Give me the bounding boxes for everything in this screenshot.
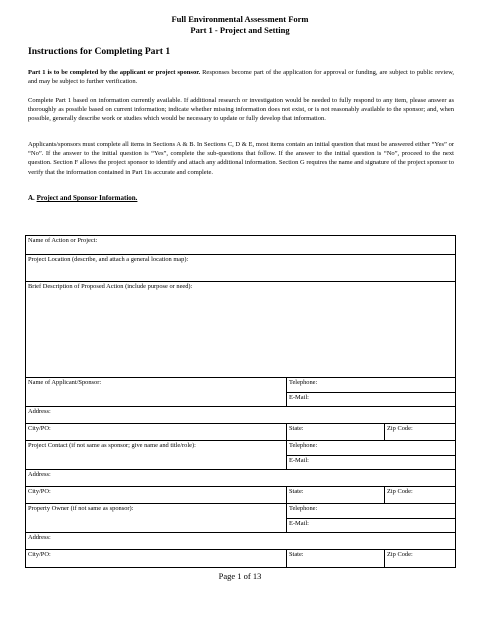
project-location-field[interactable]: Project Location (describe, and attach a general location map): [28,256,189,263]
applicant-row [26,378,455,407]
property-owner-state-field[interactable]: State: [286,550,384,567]
instructions-paragraph-3: Applicants/sponsors must complete all items in Sections A & B. In Sections C, D & E, most items contain an initial question that must be answered either “Yes” or “No”. If the answer to the initial question is “Yes”, complete the sub-questions that follow. If the answer to the initial question is “No”, proceed to the next question. Section F allows the project sponsor to identify and attach any additional information. Section G requires the name and signature of the project sponsor to verify that the information contained in Part 1is accurate and complete. [28,141,454,176]
property-owner-field[interactable]: Property Owner (if not same as sponsor): [28,505,134,512]
applicant-address-row [26,407,455,424]
project-contact-info-cell [286,441,455,469]
project-contact-address-row [26,470,455,487]
project-contact-zip-field[interactable]: Zip Code: [384,487,455,503]
applicant-email-field[interactable]: E-Mail: [287,392,455,406]
section-a-heading [28,194,137,202]
page-number: Page 1 of 13 [218,571,262,581]
project-contact-state-field[interactable]: State: [286,487,384,503]
brief-description-row [26,282,455,378]
form-title: Full Environmental Assessment Form [171,14,309,24]
section-a-prefix: A. [28,194,37,202]
section-a-label: Project and Sponsor Information. [36,194,138,202]
instructions-heading: Instructions for Completing Part 1 [28,46,171,57]
property-owner-info-cell [286,504,455,532]
applicant-address-field[interactable]: Address: [28,408,51,415]
project-contact-email-field[interactable]: E-Mail: [287,455,455,469]
property-owner-email-field[interactable]: E-Mail: [287,518,455,532]
form-subtitle: Part 1 - Project and Setting [190,25,290,35]
instructions-paragraph-2: Complete Part 1 based on information currently available. If additional research or investigation would be needed to fully respond to any item, please answer as thoroughly as possible based on current information; indicate whether missing information does not exist, or is not reasonably available to the sponsor; and, when possible, generally describe work or studies which would be necessary to update or fully develop that information. [28,97,454,123]
property-owner-city-field[interactable]: City/PO: [28,551,51,558]
project-contact-row [26,441,455,470]
applicant-city-row [26,424,455,441]
project-sponsor-form [25,235,456,568]
applicant-city-field[interactable]: City/PO: [28,425,51,432]
property-owner-address-row [26,533,455,550]
applicant-telephone-field[interactable]: Telephone: [289,379,318,386]
project-contact-city-field[interactable]: City/PO: [28,488,51,495]
project-contact-telephone-field[interactable]: Telephone: [289,442,318,449]
instructions-paragraph-1 [28,68,454,86]
property-owner-row [26,504,455,533]
name-of-action-field[interactable]: Name of Action or Project: [28,237,98,244]
instructions-paragraph-1-text: Responses become part of the application for approval or funding, are subject to public review, and may be subject to further verification. [28,69,454,86]
property-owner-zip-field[interactable]: Zip Code: [384,550,455,567]
project-contact-field[interactable]: Project Contact (if not same as sponsor; give name and title/role): [28,442,196,449]
project-location-row [26,255,455,282]
property-owner-city-row [26,550,455,567]
instructions-paragraph-1-bold: Part 1 is to be completed by the applicant or project sponsor. [28,69,201,76]
property-owner-address-field[interactable]: Address: [28,534,51,541]
name-of-action-row [26,236,455,255]
brief-description-field[interactable]: Brief Description of Proposed Action (include purpose or need): [28,283,193,290]
project-contact-city-row [26,487,455,504]
applicant-state-field[interactable]: State: [286,424,384,440]
applicant-contact-cell [286,378,455,406]
applicant-zip-field[interactable]: Zip Code: [384,424,455,440]
property-owner-telephone-field[interactable]: Telephone: [289,505,318,512]
project-contact-address-field[interactable]: Address: [28,471,51,478]
applicant-name-field[interactable]: Name of Applicant/Sponsor: [28,379,102,386]
